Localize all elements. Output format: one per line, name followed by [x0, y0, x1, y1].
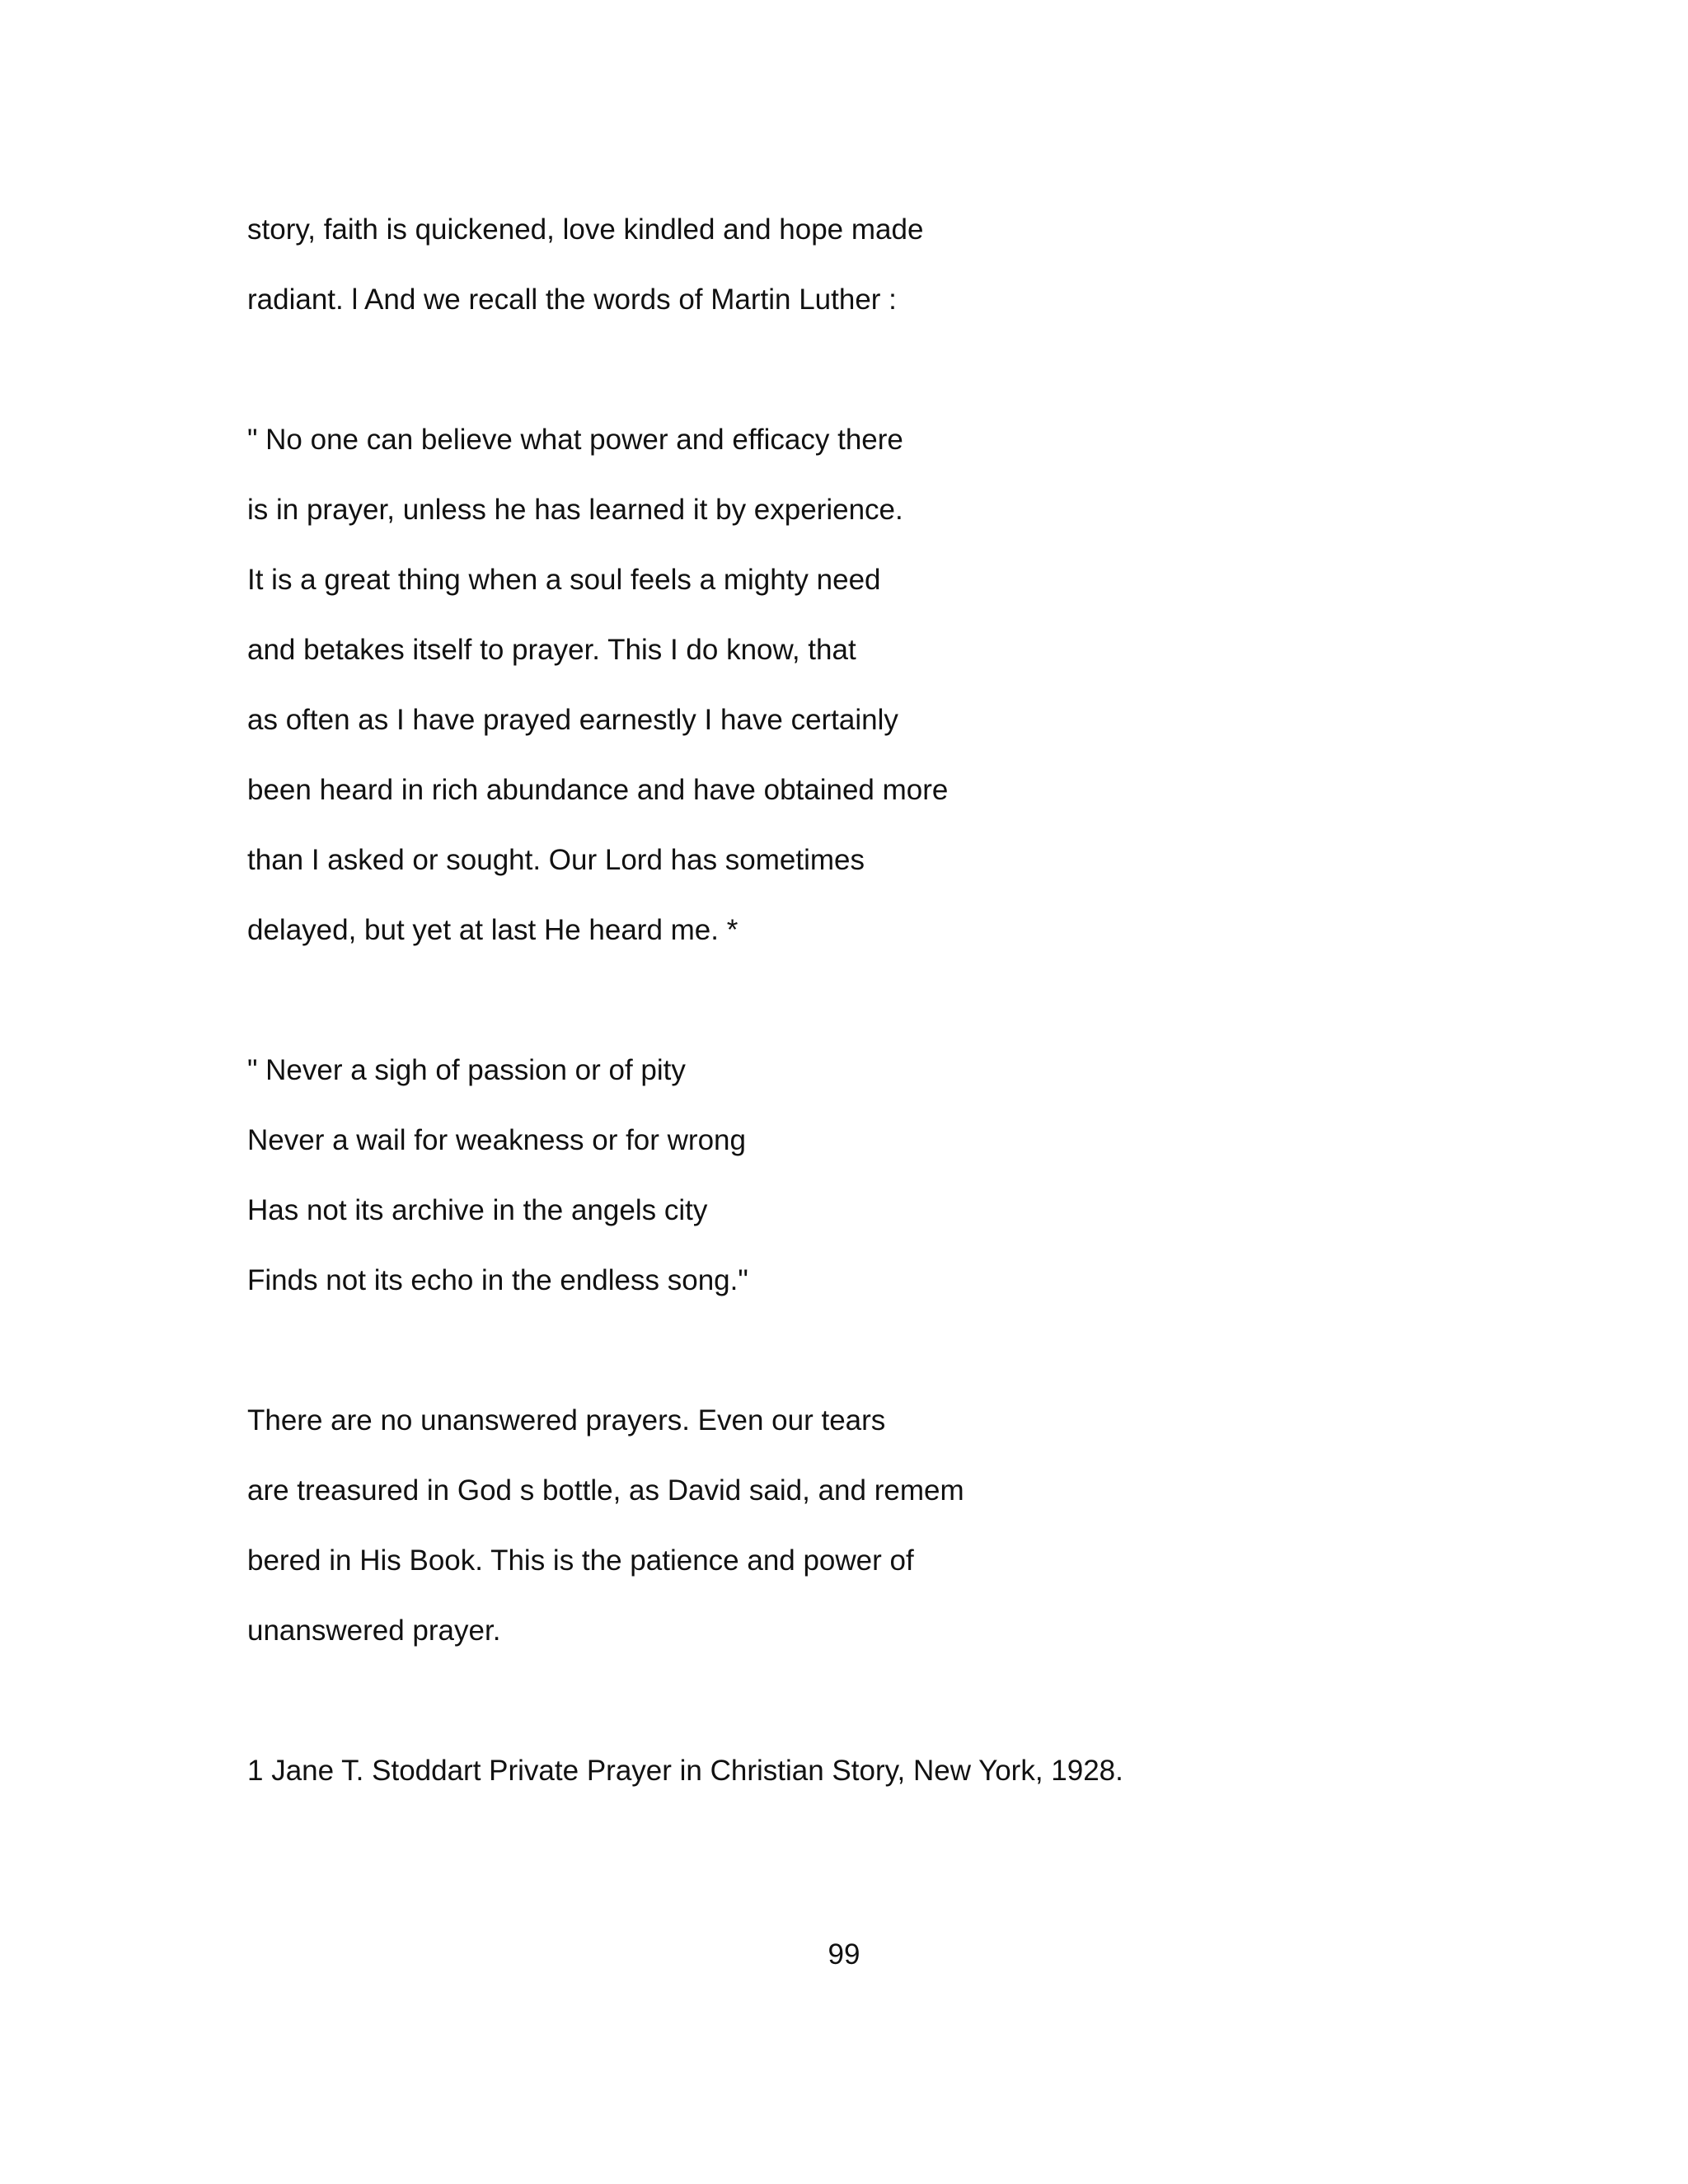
paragraph-spacer: [247, 1666, 1484, 1736]
paragraph-spacer: [247, 335, 1484, 405]
poem-line: Has not its archive in the angels city: [247, 1194, 708, 1226]
page-number: 99: [828, 1938, 860, 1971]
text-line: story, faith is quickened, love kindled and hope made: [247, 213, 924, 246]
quote-line: delayed, but yet at last He heard me. *: [247, 914, 738, 946]
text-line: There are no unanswered prayers. Even our tears: [247, 1404, 886, 1436]
quote-line: than I asked or sought. Our Lord has sometimes: [247, 844, 865, 876]
quote-line: is in prayer, unless he has learned it by experience.: [247, 494, 903, 526]
quote-line: It is a great thing when a soul feels a mighty need: [247, 564, 881, 596]
text-line: radiant. l And we recall the words of Martin Luther :: [247, 284, 897, 316]
paragraph-spacer: [247, 965, 1484, 1035]
quote-line: been heard in rich abundance and have obtained more: [247, 774, 949, 806]
footnote: 1 Jane T. Stoddart Private Prayer in Christian Story, New York, 1928.: [247, 1755, 1123, 1787]
quote-line: as often as I have prayed earnestly I have certainly: [247, 704, 898, 736]
text-line: unanswered prayer.: [247, 1615, 501, 1647]
page-body: [247, 194, 1484, 1806]
text-line: are treasured in God s bottle, as David said, and remem: [247, 1474, 964, 1507]
quote-line: and betakes itself to prayer. This I do know, that: [247, 634, 856, 666]
text-line: bered in His Book. This is the patience and power of: [247, 1544, 914, 1577]
poem-line: " Never a sigh of passion or of pity: [247, 1054, 686, 1086]
poem-line: Never a wail for weakness or for wrong: [247, 1124, 746, 1156]
paragraph-spacer: [247, 1315, 1484, 1385]
quote-line: " No one can believe what power and efficacy there: [247, 424, 903, 456]
poem-line: Finds not its echo in the endless song.": [247, 1264, 748, 1296]
